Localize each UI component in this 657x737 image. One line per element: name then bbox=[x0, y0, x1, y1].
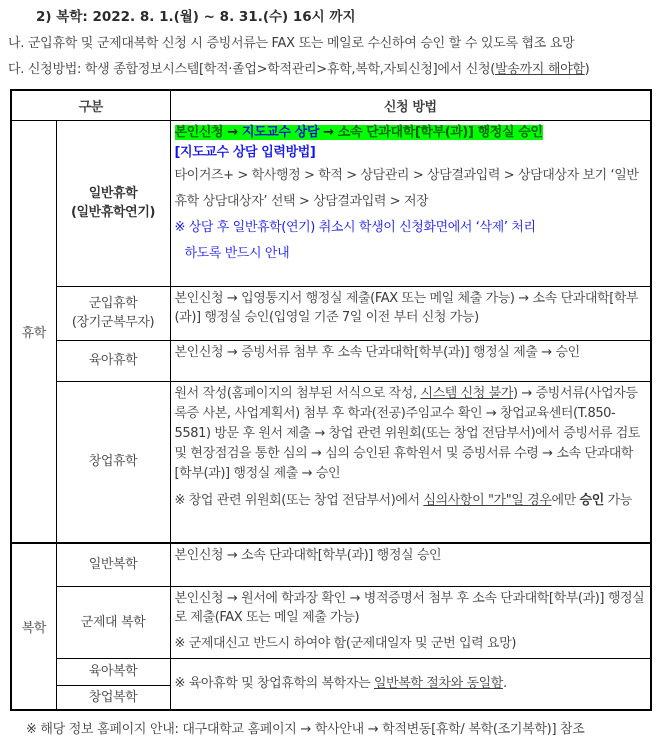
row-general-return bbox=[11, 543, 651, 586]
row-military-leave bbox=[11, 286, 651, 340]
return-note-part1: ※ 육아휴학 및 창업휴학의 복학자는 bbox=[174, 676, 374, 692]
startup-flow-no-system-underline: 시스템 신청 불가 bbox=[420, 385, 514, 401]
cell-military-return bbox=[170, 586, 651, 658]
header-method: 신청 방법 bbox=[170, 90, 651, 120]
startup-note-part1: ※ 창업 관련 위원회(또는 창업 전담부서)에서 bbox=[174, 492, 424, 508]
flow-advisor-counsel: 지도교수 상담 bbox=[241, 124, 320, 140]
label-general-leave-line2: (일반휴학연기) bbox=[70, 205, 156, 220]
section-leave bbox=[11, 120, 651, 543]
note-evidence-docs: 나. 군입휴학 및 군제대복학 신청 시 증빙서류는 FAX 또는 메일로 수신하여 승인 할 수 있도록 협조 요망 bbox=[8, 36, 575, 51]
row-childcare-return bbox=[11, 658, 651, 685]
childcare-startup-return-note bbox=[175, 674, 647, 693]
footer-homepage-note: ※ 해당 정보 홈페이지 안내: 대구대학교 홈페이지 → 학사안내 → 학적변동[휴학/ 복학(조기복학)] 참조 bbox=[26, 722, 585, 737]
heading-return-period: 2) 복학: 2022. 8. 1.(월) ~ 8. 31.(수) 16시 까지 bbox=[36, 9, 356, 25]
label-general-return: 일반복학 bbox=[56, 543, 170, 586]
label-military-leave-line2: (장기군복무자) bbox=[71, 315, 155, 330]
row-military-return bbox=[11, 586, 651, 658]
label-military-return: 군제대 복학 bbox=[56, 586, 170, 658]
return-section-label: 복학 bbox=[11, 543, 56, 710]
note-application-method bbox=[8, 61, 649, 78]
flow-arrow-1: → bbox=[227, 124, 238, 140]
leave-section-label: 휴학 bbox=[11, 120, 56, 543]
startup-note-part2: 에만 bbox=[551, 492, 580, 508]
military-leave-flow: 본인신청 → 입영통지서 행정실 제출(FAX 또는 메일 체출 가능) → 소속 단과대학[학부(과)] 행정실 승인(입영일 기준 7일 이전 부터 신청 가능) bbox=[174, 290, 639, 325]
cell-startup-leave bbox=[170, 381, 651, 543]
label-childcare-leave: 육아휴학 bbox=[56, 340, 170, 381]
label-childcare-return: 육아복학 bbox=[56, 658, 170, 685]
flow-self-application: 본인신청 bbox=[174, 124, 224, 140]
startup-flow-part2: ) → 증빙서류(사업자등록증 사본, 사업계획서) 첨부 후 학과(전공)주임교수 확인 → 창업교육센터(T.850-5581) 방문 후 원서 제출 → 창업 관련 위원회(또는 창업 전담부서)에서 증빙서류 검토 및 현장점검을 통한 심의 → 심의 승인된 휴학원서 및 증빙서류 수령 → 소속 단과대학[학부(과)] 행정실 제출 → 승인 bbox=[174, 385, 641, 481]
label-startup-leave: 창업휴학 bbox=[56, 381, 170, 543]
startup-leave-flow bbox=[175, 384, 647, 484]
row-general-leave bbox=[11, 120, 651, 286]
row-childcare-leave bbox=[11, 340, 651, 381]
military-return-flow: 본인신청 → 원서에 학과장 확인 → 병적증명서 첨부 후 소속 단과대학[학부(과)] 행정실로 제출(FAX 또는 메일 제출 가능) bbox=[174, 590, 645, 625]
row-startup-leave bbox=[11, 381, 651, 543]
cell-childcare-startup-return bbox=[170, 658, 651, 710]
note-application-method-suffix: ) bbox=[584, 62, 590, 77]
label-military-leave bbox=[56, 286, 170, 340]
startup-flow-part1: 원서 작성(홈페이지의 첨부된 서식으로 작성, bbox=[174, 385, 421, 401]
header-category: 구분 bbox=[11, 90, 170, 120]
general-leave-flow-highlight bbox=[175, 123, 647, 143]
military-return-note: ※ 군제대신고 반드시 하여야 함(군제대일자 및 군번 입력 요망) bbox=[174, 635, 517, 651]
note-application-method-prefix: 다. 신청방법: 학생 종합정보시스템[학적·졸업>학적관리>휴학,복학,자퇴신청]에서 신청( bbox=[8, 62, 496, 77]
startup-leave-note bbox=[175, 491, 647, 511]
note-send-deadline-underline: 발송까지 해야함 bbox=[495, 62, 585, 77]
cell-general-leave bbox=[170, 120, 651, 286]
advisor-counsel-input-title: [지도교수 상담 입력방법] bbox=[174, 144, 316, 160]
flow-arrow-2: → bbox=[323, 124, 334, 140]
section-return bbox=[11, 543, 651, 710]
startup-note-approval-bold: 승인 bbox=[579, 492, 604, 508]
table-header bbox=[11, 90, 651, 120]
cell-military-leave bbox=[170, 286, 651, 340]
application-method-table bbox=[10, 89, 652, 711]
flow-office-approval: 소속 단과대학[학부(과)] 행정실 승인 bbox=[337, 124, 543, 140]
advisor-counsel-input-path: 타이거즈+ > 학사행정 > 학적 > 상담관리 > 상담결과입력 > 상담대상자 보기 ‘일반휴학 상담대상자’ 선택 > 상담결과입력 > 저장 bbox=[174, 167, 639, 209]
label-military-leave-line1: 군입휴학 bbox=[88, 296, 138, 311]
general-leave-note-line1: ※ 상담 후 일반휴학(연기) 취소시 학생이 신청화면에서 ‘삭제’ 처리 bbox=[174, 219, 536, 235]
general-leave-note-line2: 하도록 반드시 안내 bbox=[184, 245, 290, 261]
label-general-leave-line1: 일반휴학 bbox=[88, 186, 138, 201]
cell-general-return bbox=[170, 543, 651, 586]
return-note-same-procedure-underline: 일반복학 절차와 동일함 bbox=[373, 676, 503, 692]
return-note-part2: . bbox=[502, 676, 507, 692]
childcare-leave-flow: 본인신청 → 증빙서류 첨부 후 소속 단과대학[학부(과)] 행정실 제출 → 승인 bbox=[174, 344, 580, 360]
general-return-flow: 본인신청 → 소속 단과대학[학부(과)] 행정실 승인 bbox=[174, 548, 442, 563]
cell-childcare-leave bbox=[170, 340, 651, 381]
startup-note-review-underline: 심의사항이 "가"일 경우 bbox=[423, 492, 552, 508]
label-startup-return: 창업복학 bbox=[56, 685, 170, 710]
label-general-leave bbox=[56, 120, 170, 286]
startup-note-part3: 가능 bbox=[603, 492, 632, 508]
